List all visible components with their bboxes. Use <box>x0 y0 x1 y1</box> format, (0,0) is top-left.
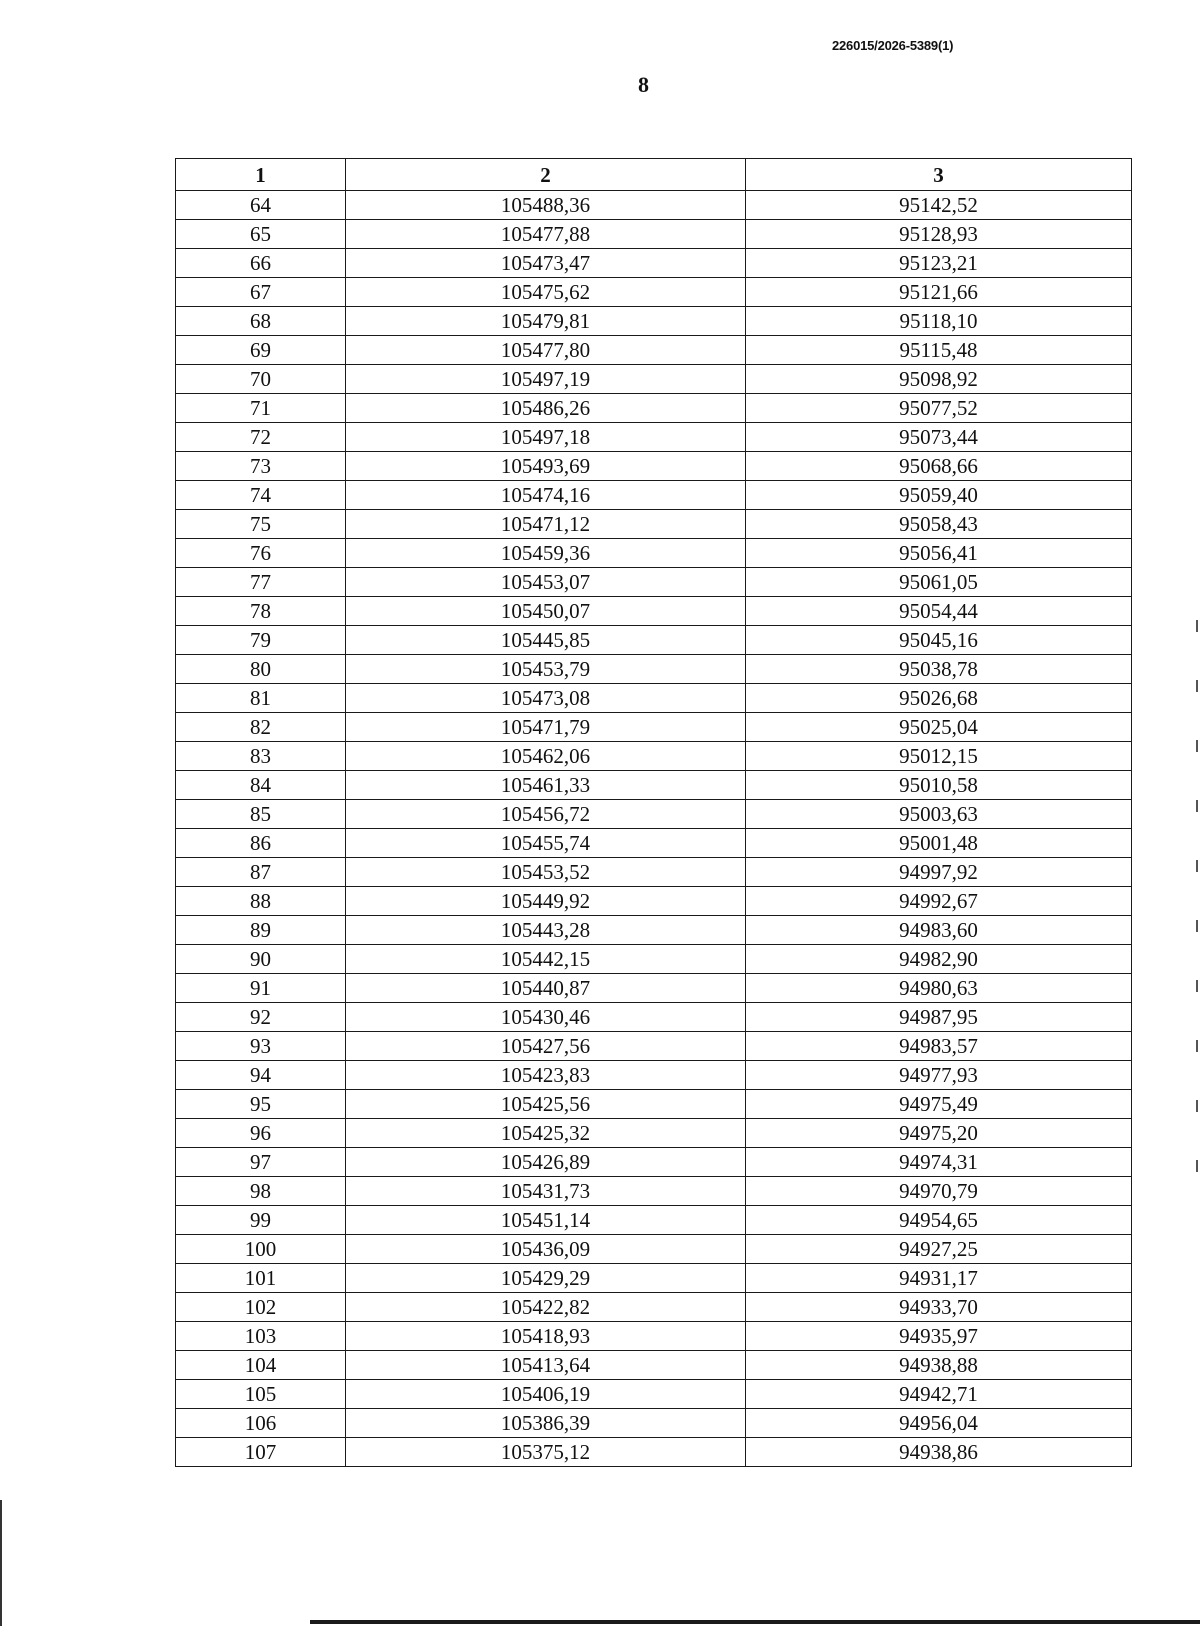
cell-point-number: 74 <box>176 481 346 510</box>
cell-point-number: 103 <box>176 1322 346 1351</box>
table-row <box>176 1148 1132 1177</box>
cell-coordinate-y: 94974,31 <box>746 1148 1132 1177</box>
table-row <box>176 916 1132 945</box>
table-row <box>176 510 1132 539</box>
cell-coordinate-x: 105462,06 <box>346 742 746 771</box>
table-row <box>176 1235 1132 1264</box>
table-row <box>176 1206 1132 1235</box>
cell-point-number: 102 <box>176 1293 346 1322</box>
cell-coordinate-x: 105477,88 <box>346 220 746 249</box>
cell-coordinate-x: 105475,62 <box>346 278 746 307</box>
cell-coordinate-x: 105474,16 <box>346 481 746 510</box>
cell-point-number: 73 <box>176 452 346 481</box>
cell-point-number: 86 <box>176 829 346 858</box>
cell-point-number: 92 <box>176 1003 346 1032</box>
cell-coordinate-y: 94983,57 <box>746 1032 1132 1061</box>
table-row <box>176 858 1132 887</box>
cell-coordinate-y: 94992,67 <box>746 887 1132 916</box>
cell-coordinate-x: 105456,72 <box>346 800 746 829</box>
table-row <box>176 1264 1132 1293</box>
cell-point-number: 93 <box>176 1032 346 1061</box>
cell-coordinate-x: 105418,93 <box>346 1322 746 1351</box>
cell-coordinate-x: 105497,18 <box>346 423 746 452</box>
cell-coordinate-x: 105453,52 <box>346 858 746 887</box>
cell-coordinate-y: 95012,15 <box>746 742 1132 771</box>
table-row <box>176 713 1132 742</box>
cell-point-number: 98 <box>176 1177 346 1206</box>
cell-coordinate-y: 95010,58 <box>746 771 1132 800</box>
cell-point-number: 104 <box>176 1351 346 1380</box>
cell-coordinate-y: 95054,44 <box>746 597 1132 626</box>
cell-coordinate-x: 105386,39 <box>346 1409 746 1438</box>
cell-coordinate-y: 95077,52 <box>746 394 1132 423</box>
column-header-x: 2 <box>346 159 746 191</box>
table-row <box>176 1351 1132 1380</box>
table-row <box>176 336 1132 365</box>
cell-point-number: 105 <box>176 1380 346 1409</box>
table-row <box>176 626 1132 655</box>
cell-coordinate-x: 105425,32 <box>346 1119 746 1148</box>
cell-coordinate-x: 105453,07 <box>346 568 746 597</box>
table-row <box>176 220 1132 249</box>
cell-coordinate-y: 94931,17 <box>746 1264 1132 1293</box>
cell-coordinate-x: 105429,29 <box>346 1264 746 1293</box>
cell-point-number: 106 <box>176 1409 346 1438</box>
table-row <box>176 249 1132 278</box>
cell-point-number: 81 <box>176 684 346 713</box>
cell-point-number: 95 <box>176 1090 346 1119</box>
cell-coordinate-y: 95061,05 <box>746 568 1132 597</box>
table-row <box>176 945 1132 974</box>
table-row <box>176 684 1132 713</box>
cell-point-number: 90 <box>176 945 346 974</box>
cell-coordinate-x: 105497,19 <box>346 365 746 394</box>
table-row <box>176 887 1132 916</box>
cell-coordinate-x: 105473,47 <box>346 249 746 278</box>
cell-point-number: 66 <box>176 249 346 278</box>
cell-point-number: 96 <box>176 1119 346 1148</box>
cell-point-number: 101 <box>176 1264 346 1293</box>
cell-coordinate-y: 94938,88 <box>746 1351 1132 1380</box>
coordinates-table <box>175 158 1132 1467</box>
table-row <box>176 829 1132 858</box>
cell-point-number: 67 <box>176 278 346 307</box>
cell-coordinate-y: 95025,04 <box>746 713 1132 742</box>
cell-coordinate-x: 105406,19 <box>346 1380 746 1409</box>
cell-point-number: 79 <box>176 626 346 655</box>
cell-coordinate-y: 94983,60 <box>746 916 1132 945</box>
cell-coordinate-x: 105461,33 <box>346 771 746 800</box>
cell-coordinate-y: 94935,97 <box>746 1322 1132 1351</box>
cell-coordinate-x: 105442,15 <box>346 945 746 974</box>
column-header-y: 3 <box>746 159 1132 191</box>
table-row <box>176 307 1132 336</box>
cell-coordinate-x: 105477,80 <box>346 336 746 365</box>
scan-margin-marks <box>1196 620 1198 1180</box>
cell-coordinate-x: 105459,36 <box>346 539 746 568</box>
cell-coordinate-y: 95001,48 <box>746 829 1132 858</box>
cell-point-number: 83 <box>176 742 346 771</box>
table-row <box>176 742 1132 771</box>
cell-coordinate-y: 95003,63 <box>746 800 1132 829</box>
table-row <box>176 1438 1132 1467</box>
cell-coordinate-y: 95073,44 <box>746 423 1132 452</box>
cell-coordinate-y: 94938,86 <box>746 1438 1132 1467</box>
cell-coordinate-y: 94975,49 <box>746 1090 1132 1119</box>
scan-edge-mark <box>0 1500 2 1626</box>
table-row <box>176 1119 1132 1148</box>
cell-coordinate-y: 95059,40 <box>746 481 1132 510</box>
cell-coordinate-x: 105455,74 <box>346 829 746 858</box>
cell-coordinate-y: 94997,92 <box>746 858 1132 887</box>
cell-coordinate-y: 95045,16 <box>746 626 1132 655</box>
cell-point-number: 64 <box>176 191 346 220</box>
cell-point-number: 100 <box>176 1235 346 1264</box>
cell-coordinate-y: 95038,78 <box>746 655 1132 684</box>
cell-point-number: 107 <box>176 1438 346 1467</box>
cell-point-number: 87 <box>176 858 346 887</box>
cell-coordinate-y: 95056,41 <box>746 539 1132 568</box>
cell-point-number: 75 <box>176 510 346 539</box>
table-row <box>176 1293 1132 1322</box>
cell-coordinate-y: 94982,90 <box>746 945 1132 974</box>
cell-coordinate-x: 105486,26 <box>346 394 746 423</box>
cell-coordinate-x: 105449,92 <box>346 887 746 916</box>
table-row <box>176 1003 1132 1032</box>
cell-coordinate-x: 105451,14 <box>346 1206 746 1235</box>
cell-point-number: 91 <box>176 974 346 1003</box>
cell-point-number: 69 <box>176 336 346 365</box>
table-row <box>176 974 1132 1003</box>
cell-coordinate-x: 105445,85 <box>346 626 746 655</box>
cell-coordinate-y: 95058,43 <box>746 510 1132 539</box>
table-header-row <box>176 159 1132 191</box>
cell-coordinate-x: 105493,69 <box>346 452 746 481</box>
cell-coordinate-y: 95121,66 <box>746 278 1132 307</box>
table-row <box>176 1090 1132 1119</box>
table-row <box>176 365 1132 394</box>
cell-coordinate-y: 95098,92 <box>746 365 1132 394</box>
cell-coordinate-x: 105413,64 <box>346 1351 746 1380</box>
table-row <box>176 1409 1132 1438</box>
table-row <box>176 481 1132 510</box>
page-number: 8 <box>638 72 649 97</box>
cell-coordinate-x: 105479,81 <box>346 307 746 336</box>
cell-coordinate-y: 94977,93 <box>746 1061 1132 1090</box>
cell-coordinate-x: 105426,89 <box>346 1148 746 1177</box>
table-row <box>176 1322 1132 1351</box>
cell-point-number: 97 <box>176 1148 346 1177</box>
cell-point-number: 70 <box>176 365 346 394</box>
table-row <box>176 539 1132 568</box>
cell-point-number: 82 <box>176 713 346 742</box>
table-row <box>176 771 1132 800</box>
cell-coordinate-y: 95026,68 <box>746 684 1132 713</box>
cell-coordinate-x: 105440,87 <box>346 974 746 1003</box>
cell-coordinate-y: 94942,71 <box>746 1380 1132 1409</box>
cell-point-number: 94 <box>176 1061 346 1090</box>
table-row <box>176 597 1132 626</box>
table-row <box>176 191 1132 220</box>
cell-point-number: 68 <box>176 307 346 336</box>
cell-point-number: 77 <box>176 568 346 597</box>
cell-point-number: 71 <box>176 394 346 423</box>
cell-point-number: 88 <box>176 887 346 916</box>
cell-coordinate-y: 95118,10 <box>746 307 1132 336</box>
cell-coordinate-x: 105431,73 <box>346 1177 746 1206</box>
cell-coordinate-y: 94980,63 <box>746 974 1132 1003</box>
cell-coordinate-y: 95068,66 <box>746 452 1132 481</box>
cell-coordinate-x: 105430,46 <box>346 1003 746 1032</box>
bottom-rule <box>310 1620 1200 1624</box>
column-header-number: 1 <box>176 159 346 191</box>
cell-coordinate-y: 94954,65 <box>746 1206 1132 1235</box>
table-body <box>176 191 1132 1467</box>
cell-coordinate-x: 105422,82 <box>346 1293 746 1322</box>
cell-coordinate-y: 94956,04 <box>746 1409 1132 1438</box>
cell-coordinate-y: 95123,21 <box>746 249 1132 278</box>
cell-point-number: 80 <box>176 655 346 684</box>
cell-coordinate-y: 94933,70 <box>746 1293 1132 1322</box>
table-row <box>176 1032 1132 1061</box>
cell-coordinate-x: 105450,07 <box>346 597 746 626</box>
cell-point-number: 65 <box>176 220 346 249</box>
cell-coordinate-y: 95128,93 <box>746 220 1132 249</box>
table-row <box>176 800 1132 829</box>
table-row <box>176 655 1132 684</box>
cell-coordinate-y: 95115,48 <box>746 336 1132 365</box>
cell-coordinate-x: 105471,12 <box>346 510 746 539</box>
cell-coordinate-y: 94970,79 <box>746 1177 1132 1206</box>
cell-point-number: 85 <box>176 800 346 829</box>
cell-point-number: 72 <box>176 423 346 452</box>
table-row <box>176 278 1132 307</box>
cell-coordinate-y: 94987,95 <box>746 1003 1132 1032</box>
cell-coordinate-y: 95142,52 <box>746 191 1132 220</box>
cell-coordinate-x: 105453,79 <box>346 655 746 684</box>
cell-point-number: 99 <box>176 1206 346 1235</box>
cell-coordinate-x: 105471,79 <box>346 713 746 742</box>
cell-coordinate-x: 105488,36 <box>346 191 746 220</box>
table-row <box>176 1380 1132 1409</box>
cell-coordinate-x: 105423,83 <box>346 1061 746 1090</box>
cell-coordinate-x: 105473,08 <box>346 684 746 713</box>
cell-coordinate-x: 105427,56 <box>346 1032 746 1061</box>
cell-point-number: 78 <box>176 597 346 626</box>
cell-point-number: 84 <box>176 771 346 800</box>
cell-coordinate-x: 105375,12 <box>346 1438 746 1467</box>
document-id: 226015/2026-5389(1) <box>832 38 954 53</box>
table-row <box>176 452 1132 481</box>
cell-coordinate-y: 94927,25 <box>746 1235 1132 1264</box>
table-row <box>176 394 1132 423</box>
cell-point-number: 76 <box>176 539 346 568</box>
table-row <box>176 568 1132 597</box>
cell-coordinate-x: 105425,56 <box>346 1090 746 1119</box>
table-row <box>176 1061 1132 1090</box>
cell-coordinate-y: 94975,20 <box>746 1119 1132 1148</box>
cell-point-number: 89 <box>176 916 346 945</box>
table-row <box>176 423 1132 452</box>
table-row <box>176 1177 1132 1206</box>
cell-coordinate-x: 105436,09 <box>346 1235 746 1264</box>
cell-coordinate-x: 105443,28 <box>346 916 746 945</box>
